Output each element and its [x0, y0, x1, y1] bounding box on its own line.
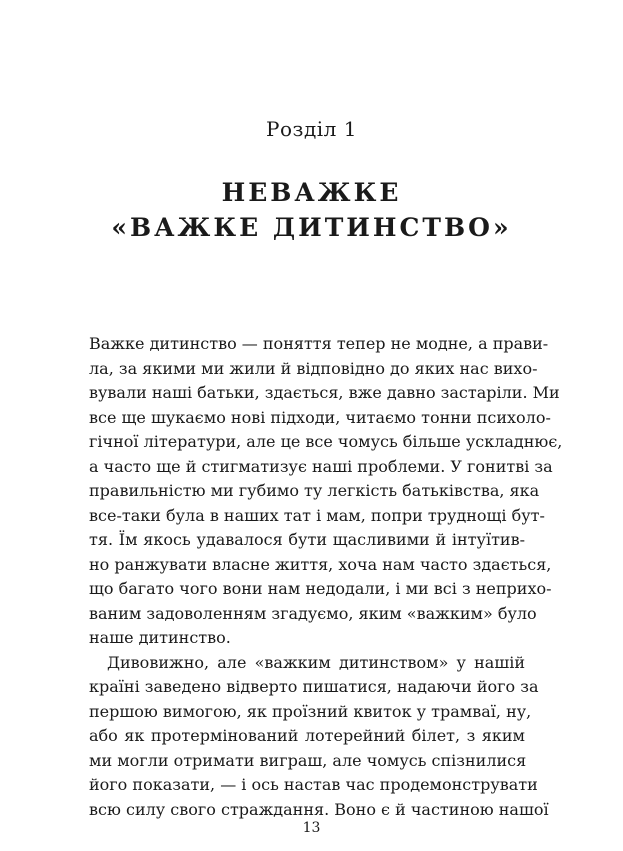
text-line: або як протермінований лотерейний білет, з яким — [89, 726, 525, 745]
text-line: всю силу свого страждання. Воно є й частиною нашої — [89, 799, 549, 819]
chapter-title-line: «ВАЖКЕ ДИТИНСТВО» — [111, 213, 512, 242]
chapter-label: Розділ 1 — [266, 117, 357, 141]
text-line: його показати, — і ось настав час продемонструвати — [89, 775, 538, 794]
text-line: ваним задоволенням згадуємо, яким «важким» було — [89, 603, 537, 623]
text-line: но ранжувати власне життя, хоча нам часто здається, — [89, 554, 552, 574]
text-line: першою вимогою, як проїзний квиток у трамваї, ну, — [89, 701, 532, 721]
text-line: ла, за якими ми жили й відповідно до яких нас вихо- — [89, 358, 538, 378]
text-line: тя. Їм якось удавалося бути щасливими й інтуїтив- — [89, 530, 525, 549]
text-line: Важке дитинство — поняття тепер не модне, а прави- — [89, 334, 549, 353]
chapter-title-line: НЕВАЖКЕ — [221, 178, 402, 207]
text-line: правильністю ми губимо ту легкість батьківства, яка — [89, 481, 540, 500]
text-line: що багато чого вони нам недодали, і ми всі з неприхо- — [89, 579, 552, 598]
paragraph — [89, 332, 563, 651]
chapter-title — [0, 175, 623, 245]
text-line: вували наші батьки, здається, вже давно застаріли. Ми — [89, 383, 560, 402]
text-line: Дивовижно, але «важким дитинством» у нашій — [107, 652, 525, 672]
paragraph — [89, 651, 549, 823]
text-line: а часто ще й стигматизує наші проблеми. У гонитві за — [89, 456, 553, 476]
text-line: наше дитинство. — [89, 628, 231, 647]
text-line: країні заведено відверто пишатися, надаючи його за — [89, 677, 539, 696]
text-line: все-таки була в наших тат і мам, попри труднощі бут- — [89, 505, 545, 525]
body-text — [89, 332, 563, 822]
text-line: все ще шукаємо нові підходи, читаємо тонни психоло- — [89, 407, 551, 427]
text-line: гічної літератури, але це все чомусь більше ускладнює, — [89, 432, 563, 451]
text-line: ми могли отримати виграш, але чомусь спізнилися — [89, 750, 527, 770]
page-number: 13 — [302, 820, 321, 836]
